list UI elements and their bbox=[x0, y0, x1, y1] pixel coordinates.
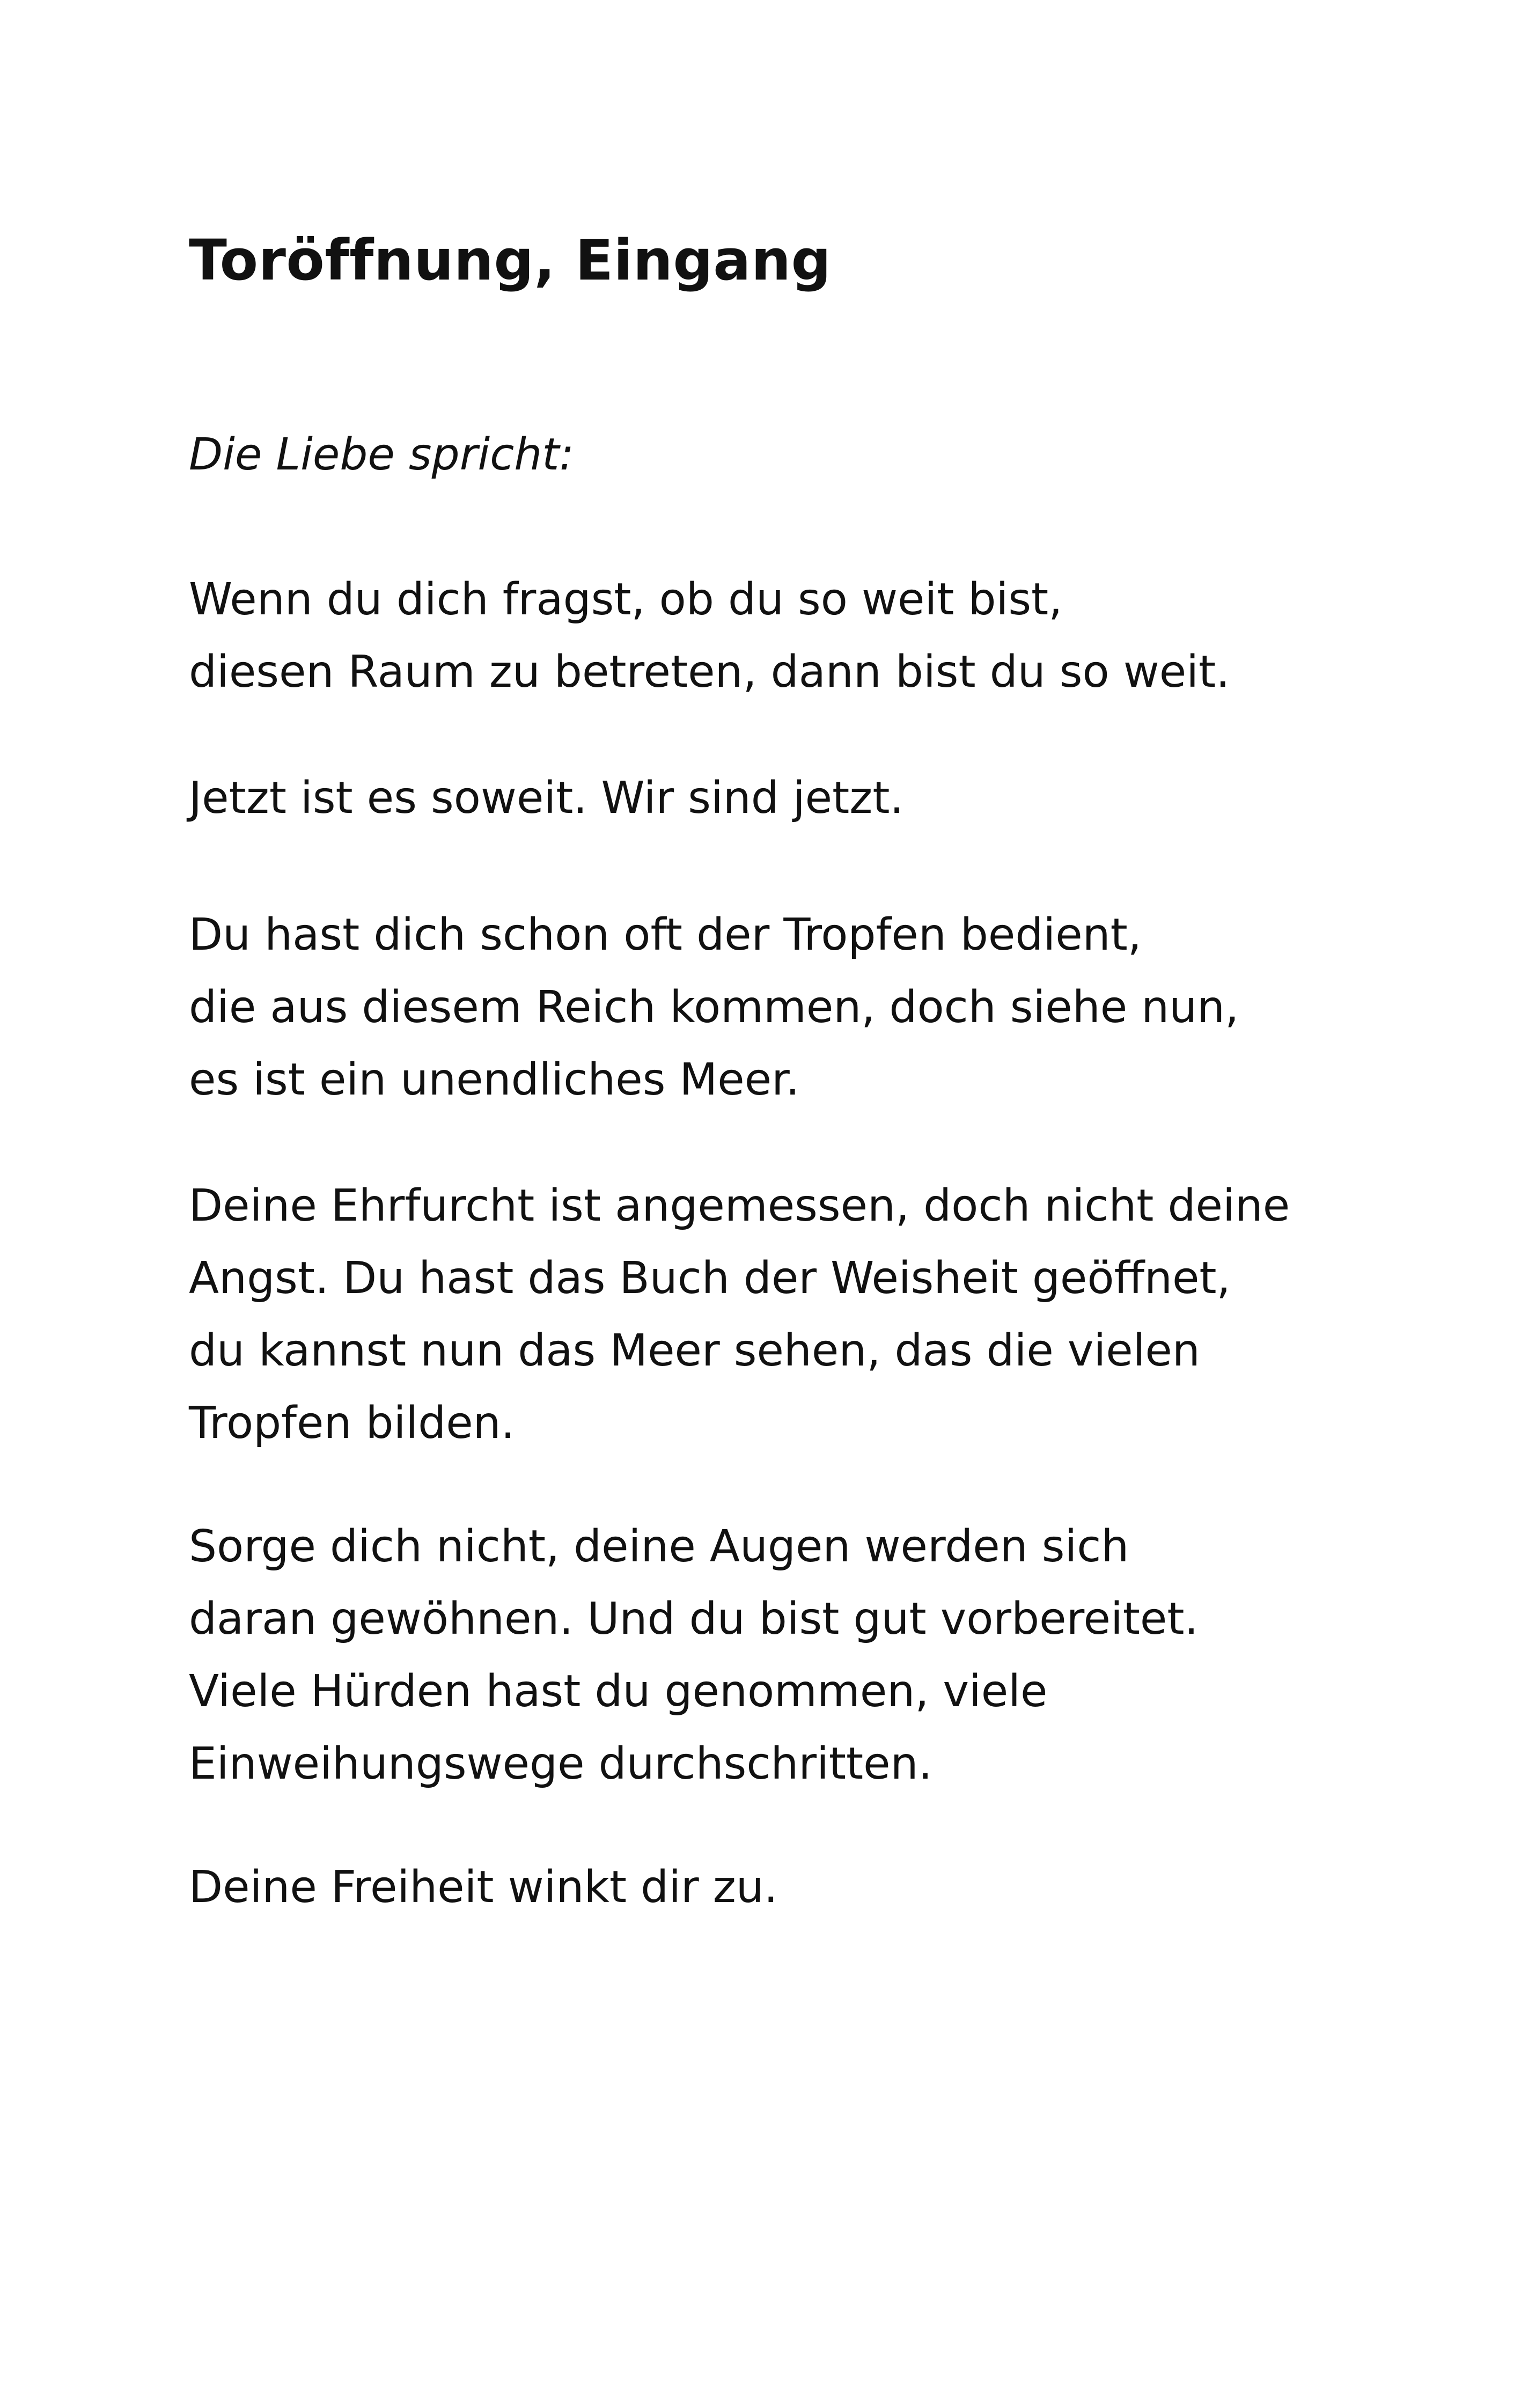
stanza-1 bbox=[189, 563, 1230, 708]
stanza-line: daran gewöhnen. Und du bist gut vorbereitet. bbox=[189, 1594, 1199, 1645]
stanza-line: Viele Hürden hast du genommen, viele bbox=[189, 1666, 1048, 1717]
stanza-line: Deine Freiheit winkt dir zu. bbox=[189, 1862, 778, 1913]
stanza-line: Du hast dich schon oft der Tropfen bedient, bbox=[189, 909, 1142, 960]
stanza-line: Deine Ehrfurcht ist angemessen, doch nicht deine bbox=[189, 1180, 1290, 1231]
stanza-6 bbox=[189, 1851, 778, 1924]
stanza-line: Einweihungswege durchschritten. bbox=[189, 1738, 932, 1789]
stanza-line: diesen Raum zu betreten, dann bist du so weit. bbox=[189, 647, 1230, 698]
stanza-line: Angst. Du hast das Buch der Weisheit geöffnet, bbox=[189, 1253, 1231, 1304]
stanza-line: du kannst nun das Meer sehen, das die vielen bbox=[189, 1325, 1200, 1376]
page-title: Toröffnung, Eingang bbox=[189, 227, 832, 293]
stanza-5 bbox=[189, 1510, 1199, 1800]
stanza-line: Jetzt ist es soweit. Wir sind jetzt. bbox=[189, 773, 904, 824]
stanza-line: Wenn du dich fragst, ob du so weit bist, bbox=[189, 574, 1063, 625]
stanza-3 bbox=[189, 899, 1239, 1116]
stanza-line: Tropfen bilden. bbox=[189, 1398, 515, 1449]
stanza-line: Sorge dich nicht, deine Augen werden sich bbox=[189, 1521, 1129, 1572]
stanza-2 bbox=[189, 762, 904, 834]
stanza-line: es ist ein unendliches Meer. bbox=[189, 1054, 800, 1105]
intro-line: Die Liebe spricht: bbox=[189, 429, 575, 480]
stanza-line: die aus diesem Reich kommen, doch siehe nun, bbox=[189, 982, 1239, 1033]
poem-content bbox=[189, 220, 1369, 1913]
stanza-4 bbox=[189, 1170, 1290, 1459]
